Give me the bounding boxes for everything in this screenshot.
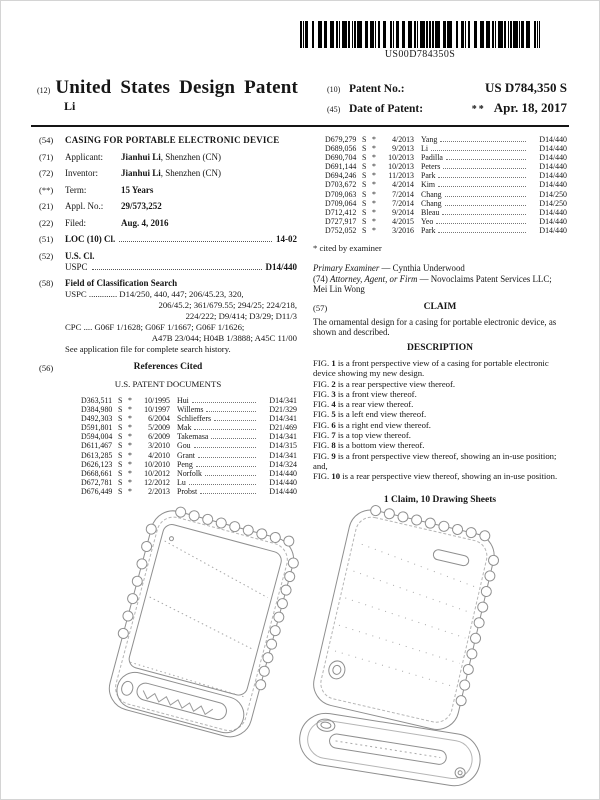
citation-star: * [128,432,132,442]
citation-star: * [372,135,376,144]
date-row [327,100,567,116]
biblio-field-row [39,201,297,212]
citation-number: D679,279 [325,135,357,144]
uspc-label: USPC [65,261,88,272]
patent-citation-row [325,135,567,144]
dot-leader [206,411,256,412]
citation-star: * [372,216,376,226]
field-code: (22) [39,217,54,228]
dot-leader [438,186,526,187]
uscl-label: U.S. Cl. [65,250,95,261]
field-value-rest: , Shenzhen (CN) [160,151,222,162]
uspc-value: D14/440 [265,261,297,272]
patent-citation-row [325,180,567,189]
citation-class: D14/341 [269,396,297,405]
citation-kind: S [362,180,367,190]
citation-class: D21/329 [269,405,297,415]
patent-citation-row [81,469,297,478]
rear-perspective-drawing [293,504,503,799]
invention-title-field [39,135,297,146]
fos-heading: Field of Classification Search [65,278,178,288]
citations-left [81,396,297,496]
citation-name: Lu [177,477,186,487]
field-label: Appl. No.: [65,201,104,211]
citation-date: 6/2009 [148,432,170,442]
figure-description-line: FIG. 9 is a front perspective view thereof, showing an in-use position; and, [313,450,557,471]
citation-number: D712,412 [325,207,357,217]
claim-heading: (57) CLAIM [313,301,457,313]
citation-date: 10/2013 [388,153,414,163]
citation-kind: S [362,225,367,235]
patent-citation-row [325,217,567,226]
dot-leader [198,457,256,458]
citation-kind: S [118,396,123,405]
citation-class: D14/250 [539,189,567,199]
citation-star: * [128,441,132,451]
citation-number: D709,063 [325,189,357,199]
citation-kind: S [118,414,123,424]
citation-kind: S [362,153,367,163]
citation-number: D752,052 [325,225,357,235]
dot-leader [446,159,526,160]
biblio-field-row [39,185,297,196]
citations-right [325,135,567,235]
patent-citation-row [325,226,567,235]
dot-leader [440,141,526,142]
fos-uspc-line1: USPC ............. D14/250, 440, 447; 206/45.23, 320, [65,289,244,299]
dot-leader [442,214,526,215]
patent-citation-row [81,451,297,460]
citation-number: D591,801 [81,423,113,433]
patent-citation-row [81,460,297,469]
field-code: (72) [39,168,54,178]
citation-name: Schlieffers [177,414,212,424]
date-code: (45) [327,105,341,114]
patent-citation-row [325,171,567,180]
citation-date: 10/1997 [144,405,170,415]
citation-kind: S [362,135,367,144]
citation-date: 5/2009 [148,423,170,433]
description-heading: DESCRIPTION [407,343,473,353]
citation-name: Norfolk [177,468,202,478]
document-header [37,77,567,125]
barcode-block [297,21,543,60]
field-code: (**) [39,184,54,195]
citation-star: * [128,405,132,415]
citation-class: D14/341 [269,450,297,460]
patent-citation-row [81,441,297,450]
front-perspective-drawing [104,493,304,793]
citation-kind: S [362,198,367,208]
citation-star: * [128,396,132,405]
citation-star: * [128,450,132,460]
citation-kind: S [118,459,123,469]
inventor-surname: Li [64,99,76,113]
primary-examiner-line: Primary Examiner — Cynthia Underwood [313,263,465,274]
citation-star: * [372,198,376,208]
dot-leader [211,438,256,439]
citation-class: D14/341 [269,414,297,424]
figure-descriptions [313,358,567,482]
citation-number: D727,917 [325,216,357,226]
fos-cpc-line2: A47B 23/044; H04B 1/3888; A45C 11/00 [151,333,297,343]
figure-description-line: FIG. 2 is a rear perspective view thereof. [313,378,456,389]
citation-class: D14/440 [269,468,297,478]
citation-star: * [372,153,376,163]
loc-value: 14-02 [276,234,297,244]
patent-no-row [327,80,567,96]
citation-name: Padilla [421,153,443,163]
citation-number: D690,704 [325,153,357,163]
figure-description-line: FIG. 8 is a bottom view thereof. [313,440,425,451]
citation-date: 7/2014 [392,189,414,199]
dot-leader [194,447,256,448]
citation-number: D611,467 [81,441,113,451]
citation-name: Takemasa [177,432,209,442]
figure-description-line: FIG. 10 is a rear perspective view thereof, showing an in-use position. [313,471,558,482]
dot-leader [445,196,526,197]
patent-citation-row [81,414,297,423]
dot-leader [205,475,256,476]
citation-name: Chang [421,198,442,208]
figure-description-line: FIG. 5 is a left end view thereof. [313,409,427,420]
uscl-code: (52) [39,250,54,261]
citation-date: 10/2013 [388,162,414,172]
citation-date: 11/2013 [388,171,414,181]
citation-name: Peng [177,459,193,469]
loc-code: (51) [39,234,54,244]
dot-leader [445,205,526,206]
invention-title: CASING FOR PORTABLE ELECTRONIC DEVICE [65,135,280,145]
citation-class: D14/324 [269,459,297,469]
patent-citation-row [81,478,297,487]
citation-class: D14/440 [539,153,567,163]
citation-kind: S [362,171,367,181]
citation-kind: S [118,486,123,496]
patent-citation-row [81,396,297,405]
field-label: Filed: [65,217,87,228]
patent-no-value: US D784,350 S [485,80,567,95]
citation-class: D14/440 [269,477,297,487]
citation-kind: S [118,450,123,460]
citation-star: * [128,486,132,496]
citation-class: D14/440 [539,171,567,181]
citation-number: D709,064 [325,198,357,208]
attorney-line: (74) Attorney, Agent, or Firm — Novoclaims Patent Services LLC; Mei Lin Wong [313,273,552,295]
citation-number: D492,303 [81,414,113,424]
citation-class: D21/469 [269,423,297,433]
citation-name: Kim [421,180,436,190]
loc-class-field [39,234,297,245]
citation-star: * [128,477,132,487]
citation-number: D672,781 [81,477,113,487]
citation-star: * [372,207,376,217]
citation-class: D14/440 [539,162,567,172]
dot-leader [92,269,262,270]
citation-kind: S [362,144,367,154]
dot-leader [431,150,526,151]
citation-star: * [372,171,376,181]
right-column [313,135,567,506]
biblio-fields [39,152,297,229]
title-code: (54) [39,135,54,145]
citation-date: 4/2013 [392,135,414,144]
field-value: Jianhui Li [121,168,161,178]
citation-name: Park [421,225,436,235]
fos-uspc-line3: 224/222; D9/414; D3/29; D11/3 [185,311,297,321]
dot-leader [192,402,256,403]
cited-by-examiner-note: * cited by examiner [313,243,382,254]
barcode-number: US00D784350S [384,49,456,60]
patent-citation-row [325,153,567,162]
citation-kind: S [362,216,367,226]
citation-name: Mak [177,423,192,433]
citation-date: 4/2010 [148,450,170,460]
barcode-image [300,21,540,48]
citation-date: 12/2012 [144,477,170,487]
fos-note: See application file for complete search history. [65,344,231,354]
citation-star: * [372,144,376,154]
page-title: United States Design Patent [55,77,299,98]
citation-kind: S [362,207,367,217]
citation-class: D14/440 [539,144,567,154]
citation-class: D14/440 [539,135,567,144]
claim-code: (57) [313,302,328,313]
citation-name: Probst [177,486,198,496]
examiner-attorney-block [313,263,567,295]
dot-leader [119,241,272,242]
patent-citation-row [325,208,567,217]
field-value: 29/573,252 [121,201,162,211]
doc-kind-code: (12) [37,86,51,95]
citation-star: * [128,459,132,469]
citation-name: Hui [177,396,189,405]
references-code: (56) [39,363,54,373]
field-of-search [39,278,297,355]
field-code: (21) [39,201,54,211]
citation-star: * [128,468,132,478]
dot-leader [196,466,256,467]
left-column [39,135,297,496]
us-class-field [39,251,297,273]
references-heading: (56) References Cited [39,362,203,373]
citation-name: Gou [177,441,191,451]
citation-name: Yang [421,135,438,144]
field-value: Aug. 4, 2016 [121,217,169,228]
citation-star: * [128,423,132,433]
citation-kind: S [118,441,123,451]
field-label: Applicant: [65,151,103,162]
citation-class: D14/440 [539,225,567,235]
citation-name: Bleau [421,207,440,217]
field-value: Jianhui Li [121,151,161,162]
field-label: Term: [65,184,87,195]
citation-kind: S [118,432,123,442]
citation-kind: S [118,477,123,487]
patent-citation-row [325,144,567,153]
citation-class: D14/440 [269,486,297,496]
citation-class: D14/341 [269,432,297,442]
citation-star: * [372,225,376,235]
citation-date: 3/2016 [392,225,414,235]
citation-date: 10/2010 [144,459,170,469]
citation-star: * [372,180,376,190]
dot-leader [436,223,526,224]
citation-date: 4/2015 [392,216,414,226]
citation-date: 10/1995 [144,396,170,405]
dot-leader [214,420,256,421]
citation-name: Yeo [421,216,434,226]
citation-class: D14/440 [539,207,567,217]
biblio-field-row [39,218,297,229]
figure-description-line: FIG. 3 is a front view thereof. [313,388,417,399]
citation-date: 3/2010 [148,441,170,451]
patent-citation-row [325,199,567,208]
field-label: Inventor: [65,168,98,178]
citation-number: D384,980 [81,405,113,415]
citation-class: D14/440 [539,216,567,226]
patent-citation-row [325,190,567,199]
header-divider [31,125,569,127]
patent-citation-row [81,405,297,414]
citation-kind: S [362,189,367,199]
fos-uspc-line2: 206/45.2; 361/679.55; 294/25; 224/218, [158,300,297,310]
fos-cpc-line1: CPC .... G06F 1/1628; G06F 1/1667; G06F 1/1626; [65,322,245,332]
citation-number: D613,285 [81,450,113,460]
citation-date: 4/2014 [392,180,414,190]
citation-date: 10/2012 [144,468,170,478]
dot-leader [194,429,256,430]
citation-star: * [128,414,132,424]
dot-leader [438,177,526,178]
citation-star: * [372,162,376,172]
claim-text: The ornamental design for a casing for portable electronic device, as shown and described. [313,316,557,338]
patent-number-block [327,80,567,120]
citation-number: D594,004 [81,432,113,442]
patent-no-code: (10) [327,85,341,94]
loc-label: LOC (10) Cl. [65,234,116,244]
references-subheading: U.S. PATENT DOCUMENTS [114,379,222,389]
citation-name: Chang [421,189,442,199]
citation-kind: S [118,423,123,433]
figure-description-line: FIG. 6 is a right end view thereof. [313,419,431,430]
citation-class: D14/440 [539,180,567,190]
citation-number: D691,144 [325,162,357,172]
citation-kind: S [118,405,123,415]
dot-leader [438,232,526,233]
field-value: 15 Years [121,184,154,195]
figure-description-line: FIG. 7 is a top view thereof. [313,430,411,441]
field-value-rest: , Shenzhen (CN) [160,168,222,178]
biblio-field-row [39,168,297,179]
citation-class: D14/250 [539,198,567,208]
citation-name: Li [421,144,429,154]
citation-name: Park [421,171,436,181]
citation-number: D668,661 [81,468,113,478]
biblio-field-row [39,152,297,163]
date-label: Date of Patent: [349,103,424,115]
citation-number: D694,246 [325,171,357,181]
field-code: (71) [39,151,54,162]
citation-number: D626,123 [81,459,113,469]
citation-date: 2/2013 [148,486,170,496]
citation-number: D363,511 [81,396,113,405]
citation-name: Peters [421,162,441,172]
claims-sheets-note: 1 Claim, 10 Drawing Sheets [383,494,497,505]
citation-class: D14/315 [269,441,297,451]
citation-date: 9/2014 [392,207,414,217]
patent-citation-row [81,423,297,432]
citation-kind: S [362,162,367,172]
dot-leader [189,484,256,485]
dot-leader [443,168,526,169]
patent-citation-row [325,162,567,171]
citation-number: D689,056 [325,144,357,154]
citation-number: D703,672 [325,180,357,190]
citation-date: 6/2004 [148,414,170,424]
patent-citation-row [81,432,297,441]
citation-date: 7/2014 [392,198,414,208]
citation-star: * [372,189,376,199]
citation-name: Willems [177,405,204,415]
term-marker: ** [471,104,486,115]
citation-name: Grant [177,450,195,460]
date-value: Apr. 18, 2017 [493,100,567,115]
fos-code: (58) [39,278,54,288]
patent-no-label: Patent No.: [349,83,405,95]
figure-description-line: FIG. 1 is a front perspective view of a casing for portable electronic device showing my new design. [313,358,549,379]
figure-description-line: FIG. 4 is a rear view thereof. [313,399,414,410]
citation-kind: S [118,468,123,478]
citation-number: D676,449 [81,486,113,496]
citation-date: 9/2013 [392,144,414,154]
